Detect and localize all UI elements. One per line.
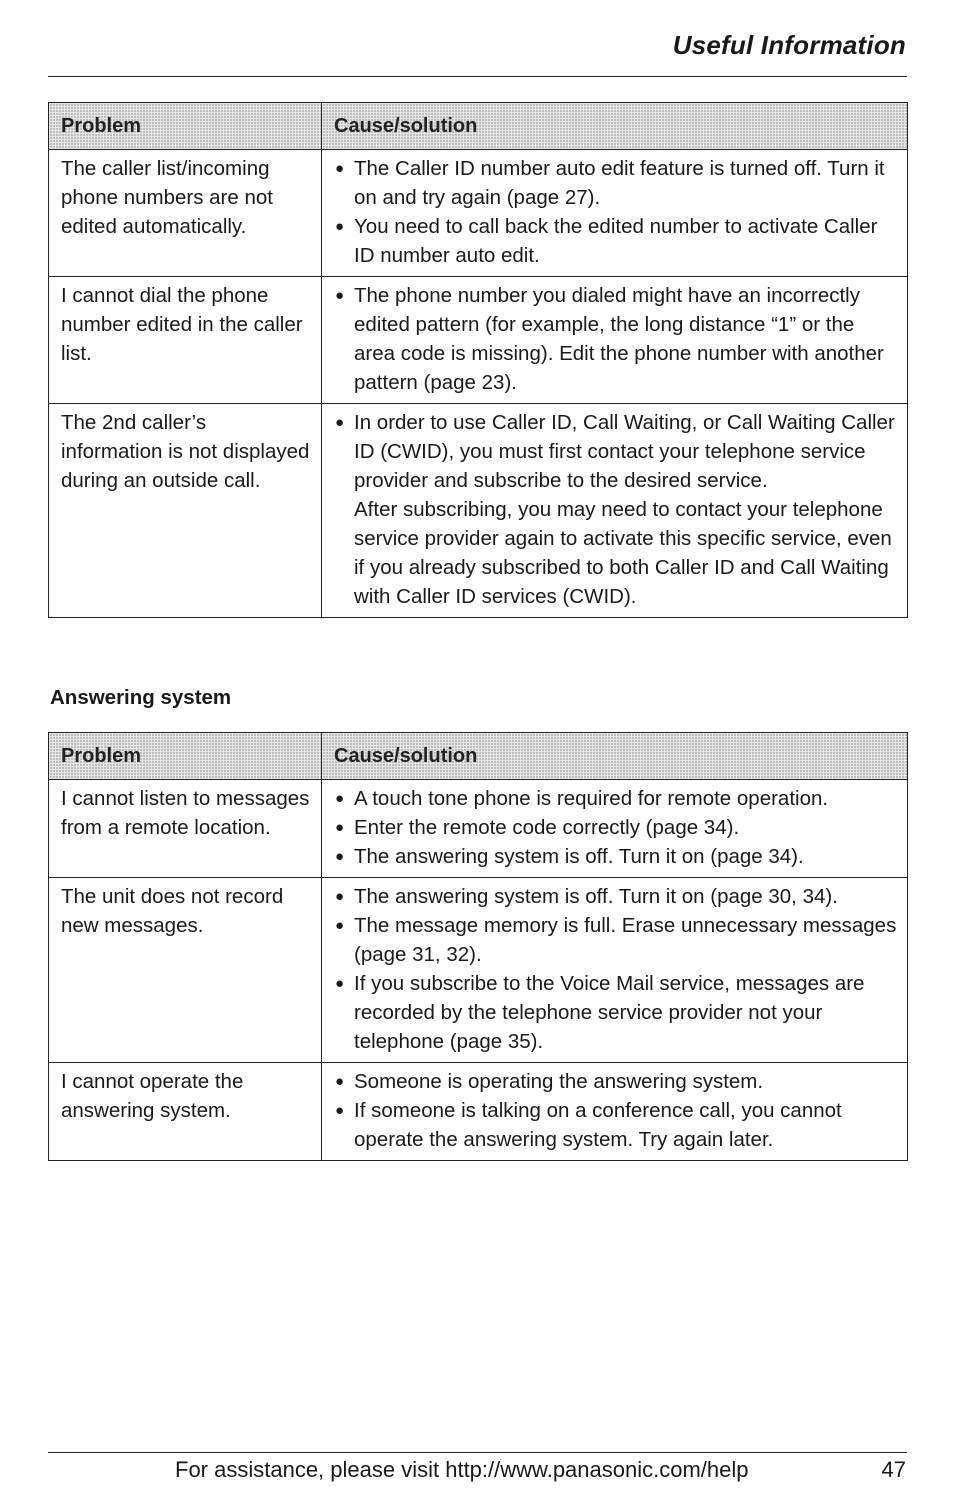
bullet-icon: ● — [335, 819, 345, 836]
problem-cell: I cannot operate the answering system. — [49, 1063, 322, 1161]
solution-item: ● The phone number you dialed might have an incorrectly edited pattern (for example, the long distance “1” or the area code is missing). Edit the phone number with another pattern (page 23). — [334, 281, 899, 397]
table-row — [49, 780, 908, 878]
solution-item: ● A touch tone phone is required for remote operation. — [334, 784, 899, 813]
table-row — [49, 878, 908, 1063]
solution-item: ● The answering system is off. Turn it on (page 34). — [334, 842, 899, 871]
footer-assistance-text: For assistance, please visit http://www.panasonic.com/help — [175, 1457, 749, 1482]
answering-system-heading: Answering system — [50, 686, 232, 709]
solution-cell — [322, 878, 908, 1063]
solution-cell — [322, 780, 908, 878]
table-row — [49, 1063, 908, 1161]
solution-item: ● If you subscribe to the Voice Mail service, messages are recorded by the telephone service provider not your telephone (page 35). — [334, 969, 899, 1056]
solution-item: ● The message memory is full. Erase unnecessary messages (page 31, 32). — [334, 911, 899, 969]
solution-item: ● If someone is talking on a conference call, you cannot operate the answering system. Try again later. — [334, 1096, 899, 1154]
problem-cell: The caller list/incoming phone numbers are not edited automatically. — [49, 150, 322, 277]
solution-cell — [322, 1063, 908, 1161]
table-row — [49, 150, 908, 277]
solution-item: ● The answering system is off. Turn it on (page 30, 34). — [334, 882, 899, 911]
column-header-problem: Problem — [49, 733, 322, 780]
table-row — [49, 277, 908, 404]
table-header-row — [49, 103, 908, 150]
top-divider — [48, 76, 907, 77]
column-header-cause-solution: Cause/solution — [322, 103, 908, 150]
solution-cell — [322, 404, 908, 618]
troubleshooting-table-answering-system — [48, 732, 908, 1161]
problem-cell: The unit does not record new messages. — [49, 878, 322, 1063]
bullet-icon: ● — [335, 160, 345, 177]
problem-cell: The 2nd caller’s information is not displayed during an outside call. — [49, 404, 322, 618]
bullet-icon: ● — [335, 975, 345, 992]
solution-cell — [322, 150, 908, 277]
problem-cell: I cannot listen to messages from a remote location. — [49, 780, 322, 878]
column-header-problem: Problem — [49, 103, 322, 150]
bullet-icon: ● — [335, 888, 345, 905]
bullet-icon: ● — [335, 218, 345, 235]
solution-item: ● In order to use Caller ID, Call Waiting, or Call Waiting Caller ID (CWID), you must first contact your telephone service provider and subscribe to the desired service. After subscribing, you may need to contact your telephone service provider again to activate this specific service, even if you already subscribed to both Caller ID and Call Waiting with Caller ID services (CWID). — [334, 408, 899, 611]
column-header-cause-solution: Cause/solution — [322, 733, 908, 780]
problem-cell: I cannot dial the phone number edited in the caller list. — [49, 277, 322, 404]
table-row — [49, 404, 908, 618]
bullet-icon: ● — [335, 848, 345, 865]
bullet-icon: ● — [335, 414, 345, 431]
solution-item: ● The Caller ID number auto edit feature is turned off. Turn it on and try again (page 27). — [334, 154, 899, 212]
table-header-row — [49, 733, 908, 780]
bullet-icon: ● — [335, 1102, 345, 1119]
section-title: Useful Information — [672, 30, 906, 60]
bullet-icon: ● — [335, 790, 345, 807]
solution-item: ● You need to call back the edited number to activate Caller ID number auto edit. — [334, 212, 899, 270]
solution-cell — [322, 277, 908, 404]
bullet-icon: ● — [335, 1073, 345, 1090]
page-number: 47 — [881, 1457, 906, 1482]
troubleshooting-table-caller-id — [48, 102, 908, 618]
bullet-icon: ● — [335, 287, 345, 304]
solution-item: ● Enter the remote code correctly (page 34). — [334, 813, 899, 842]
bullet-icon: ● — [335, 917, 345, 934]
solution-item: ● Someone is operating the answering system. — [334, 1067, 899, 1096]
bottom-divider — [48, 1452, 907, 1453]
